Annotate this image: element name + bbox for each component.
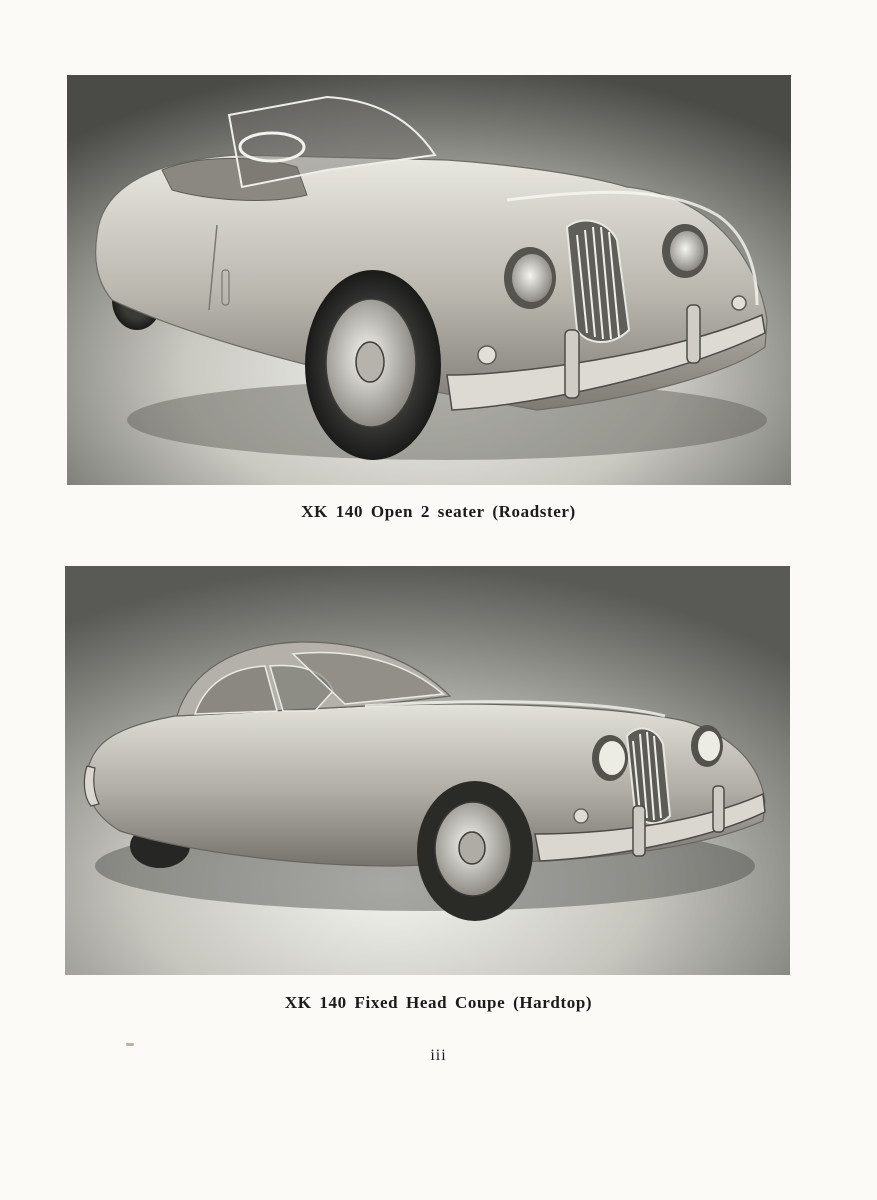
page-number: iii xyxy=(430,1047,447,1064)
paper-speck xyxy=(126,1043,134,1046)
roadster-caption: XK 140 Open 2 seater (Roadster) xyxy=(301,502,576,521)
roadster-illustration xyxy=(67,75,791,485)
coupe-caption: XK 140 Fixed Head Coupe (Hardtop) xyxy=(284,993,593,1012)
coupe-illustration xyxy=(65,566,790,975)
